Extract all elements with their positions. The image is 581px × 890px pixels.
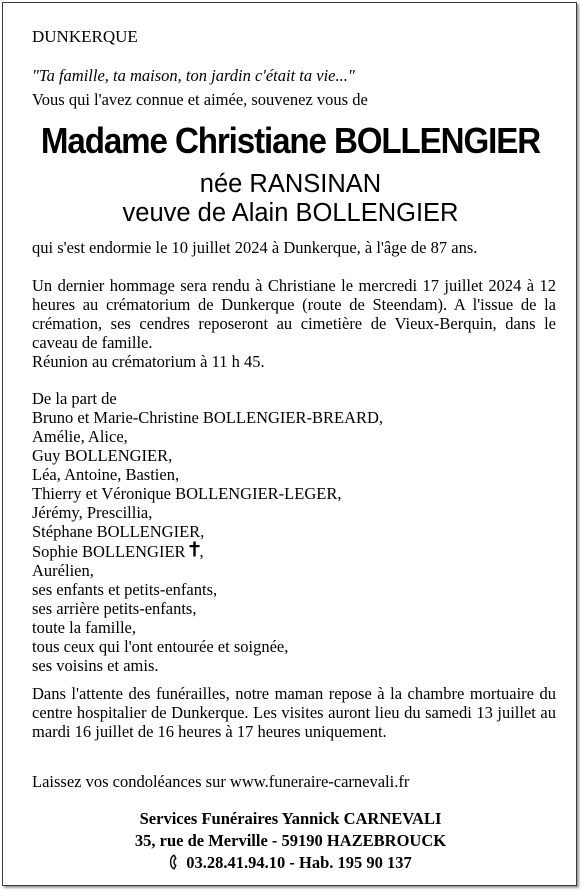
telephone-icon <box>169 854 185 870</box>
family-line: tous ceux qui l'ont entourée et soignée, <box>32 637 289 656</box>
deceased-name: Madame Christiane BOLLENGIER <box>40 120 541 161</box>
attente-paragraph: Dans l'attente des funérailles, notre maman repose à la chambre mortuaire du centre hospitalier de Dunkerque. Les visites auront lieu du samedi 13 juillet au mardi 16 juillet de 16 heures à 17 heures uniquement. <box>32 684 556 741</box>
cross-icon <box>189 541 200 557</box>
family-line: ses arrière petits-enfants, <box>32 599 197 618</box>
family-line-sophie <box>32 541 556 561</box>
condolences-text: Laissez vos condoléances sur www.funeraire-carnevali.fr <box>32 772 410 791</box>
footer-phone: 03.28.41.94.10 - Hab. 195 90 137 <box>186 853 412 872</box>
family-line: ses voisins et amis. <box>32 656 159 675</box>
family-line: Thierry et Véronique BOLLENGIER-LEGER, <box>32 484 342 503</box>
reunion-text: Réunion au crématorium à 11 h 45. <box>32 352 265 371</box>
family-line: Aurélien, <box>32 561 94 580</box>
family-line: De la part de <box>32 389 117 408</box>
quote-text: "Ta famille, ta maison, ton jardin c'était ta vie..." <box>32 66 355 85</box>
footer-company: Services Funéraires Yannick CARNEVALI <box>139 809 442 828</box>
maiden-name: née RANSINAN <box>199 170 382 198</box>
family-line: Bruno et Marie-Christine BOLLENGIER-BREARD, <box>32 408 384 427</box>
family-line: Stéphane BOLLENGIER, <box>32 522 205 541</box>
hommage-paragraph <box>32 276 556 371</box>
footer-phone-line <box>0 853 581 873</box>
footer-address: 35, rue de Merville - 59190 HAZEBROUCK <box>134 831 447 850</box>
intro-text: Vous qui l'avez connue et aimée, souvenez vous de <box>32 90 368 109</box>
family-line: Léa, Antoine, Bastien, <box>32 465 180 484</box>
family-line: Jérémy, Prescillia, <box>32 503 153 522</box>
death-notice: qui s'est endormie le 10 juillet 2024 à Dunkerque, à l'âge de 87 ans. <box>32 238 478 257</box>
family-line-text: Sophie BOLLENGIER <box>32 542 186 561</box>
city-heading: DUNKERQUE <box>32 27 138 46</box>
family-line-suffix: , <box>199 542 204 561</box>
family-list <box>32 389 556 675</box>
hommage-text: Un dernier hommage sera rendu à Christiane le mercredi 17 juillet 2024 à 12 heures au crématorium de Dunkerque (route de Steendam). A l'issue de la crémation, ses cendres reposeront au cimetière de Vieux-Berquin, dans le caveau de famille. <box>32 276 556 352</box>
family-line: Amélie, Alice, <box>32 427 128 446</box>
family-line: toute la famille, <box>32 618 137 637</box>
family-line: ses enfants et petits-enfants, <box>32 580 218 599</box>
widow-line: veuve de Alain BOLLENGIER <box>122 199 459 227</box>
family-line: Guy BOLLENGIER, <box>32 446 173 465</box>
